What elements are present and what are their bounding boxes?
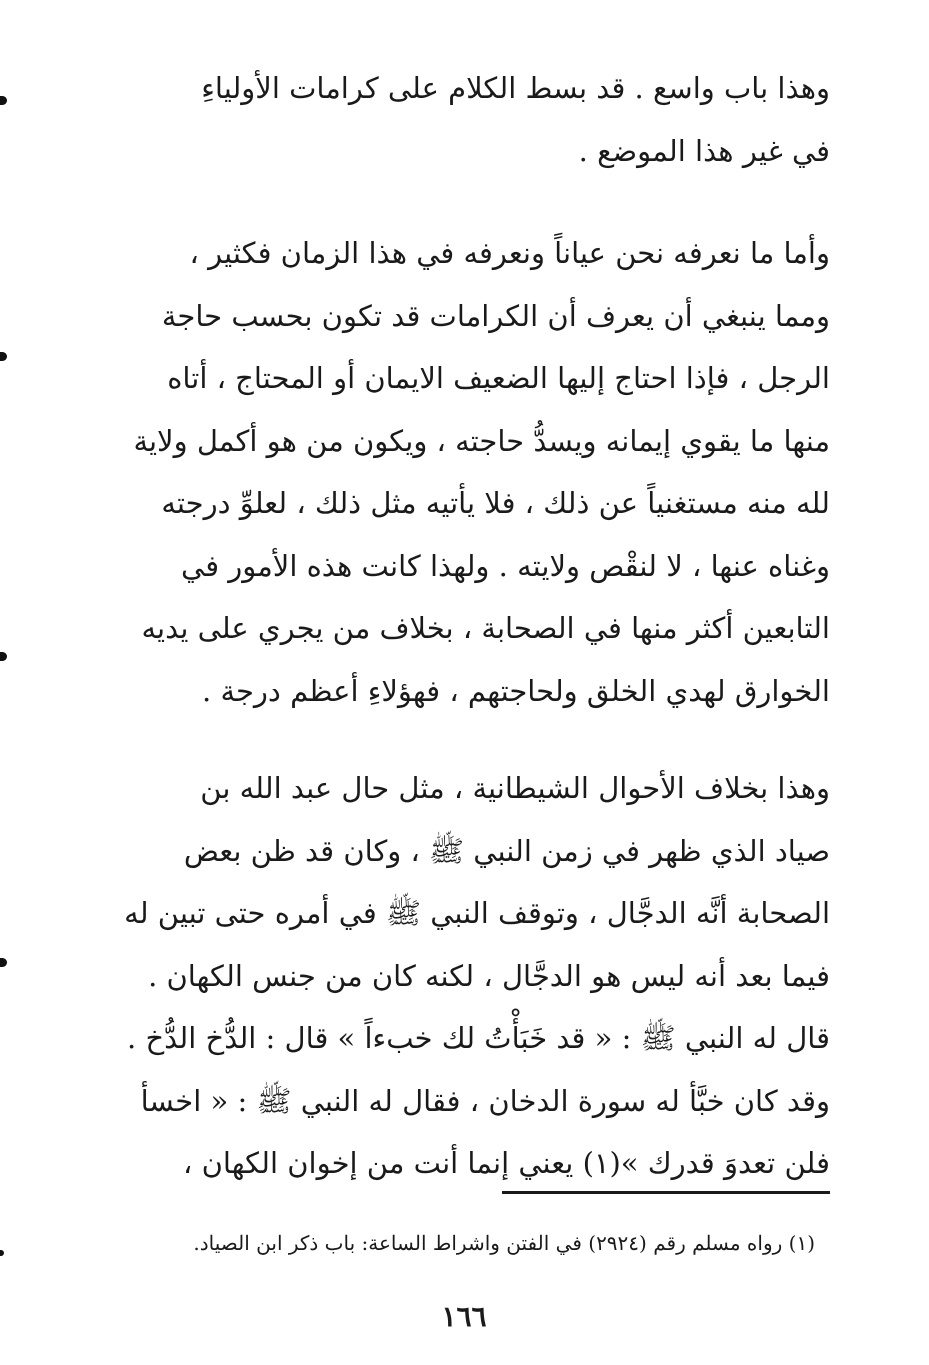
text-line: وقد كان خبَّأ له سورة الدخان ، فقال له النبي ﷺ : « اخسأ: [140, 1083, 830, 1118]
footnote: (١) رواه مسلم رقم (٢٩٢٤) في الفتن واشراط الساعة: باب ذكر ابن الصياد.: [193, 1231, 815, 1255]
paragraph-3: [78, 757, 830, 1195]
text-line: الصحابة أنَّه الدجَّال ، وتوقف النبي ﷺ في أمره حتى تبين له: [124, 896, 830, 930]
margin-mark: [0, 352, 7, 361]
text-line: ومما ينبغي أن يعرف أن الكرامات قد تكون بحسب حاجة: [161, 298, 830, 333]
margin-mark: [0, 1250, 4, 1256]
text-line: فيما بعد أنه ليس هو الدجَّال ، لكنه كان من جنس الكهان .: [148, 958, 830, 993]
text-line: وغناه عنها ، لا لنقْص ولايته . ولهذا كانت هذه الأمور في: [181, 548, 830, 583]
text-line: في غير هذا الموضع .: [578, 133, 830, 168]
margin-mark: [0, 958, 7, 967]
text-line: صياد الذي ظهر في زمن النبي ﷺ ، وكان قد ظن بعض: [183, 833, 830, 868]
paragraph-2: [78, 222, 830, 722]
text-line: قال له النبي ﷺ : « قد خَبَأْتُ لك خبءاً » قال : الدُّخ الدُّخ .: [127, 1021, 830, 1055]
text-line: وأما ما نعرفه نحن عياناً ونعرفه في هذا الزمان فكثير ،: [189, 236, 830, 270]
text-line: وهذا باب واسع . قد بسط الكلام على كرامات الأولياءِ: [201, 71, 830, 105]
text-line: منها ما يقوي إيمانه ويسدُّ حاجته ، ويكون من هو أكمل ولاية: [133, 423, 830, 458]
text-line: فلن تعدوَ قدرك »(١) يعني إنما أنت من إخوان الكهان ،: [183, 1146, 830, 1180]
text-line: الرجل ، فإذا احتاج إليها الضعيف الايمان أو المحتاج ، أتاه: [167, 361, 830, 395]
margin-mark: [0, 652, 7, 661]
margin-mark: [0, 96, 7, 105]
paragraph-1: [78, 57, 830, 182]
text-line: لله منه مستغنياً عن ذلك ، فلا يأتيه مثل ذلك ، لعلوِّ درجته: [161, 486, 830, 520]
text-line: الخوارق لهدي الخلق ولحاجتهم ، فهؤلاءِ أعظم درجة .: [202, 673, 830, 708]
text-line: وهذا بخلاف الأحوال الشيطانية ، مثل حال عبد الله بن: [200, 771, 830, 805]
text-line: التابعين أكثر منها في الصحابة ، بخلاف من يجري على يديه: [141, 611, 830, 645]
footnote-divider: [502, 1191, 830, 1194]
page-number: ١٦٦: [441, 1300, 487, 1333]
